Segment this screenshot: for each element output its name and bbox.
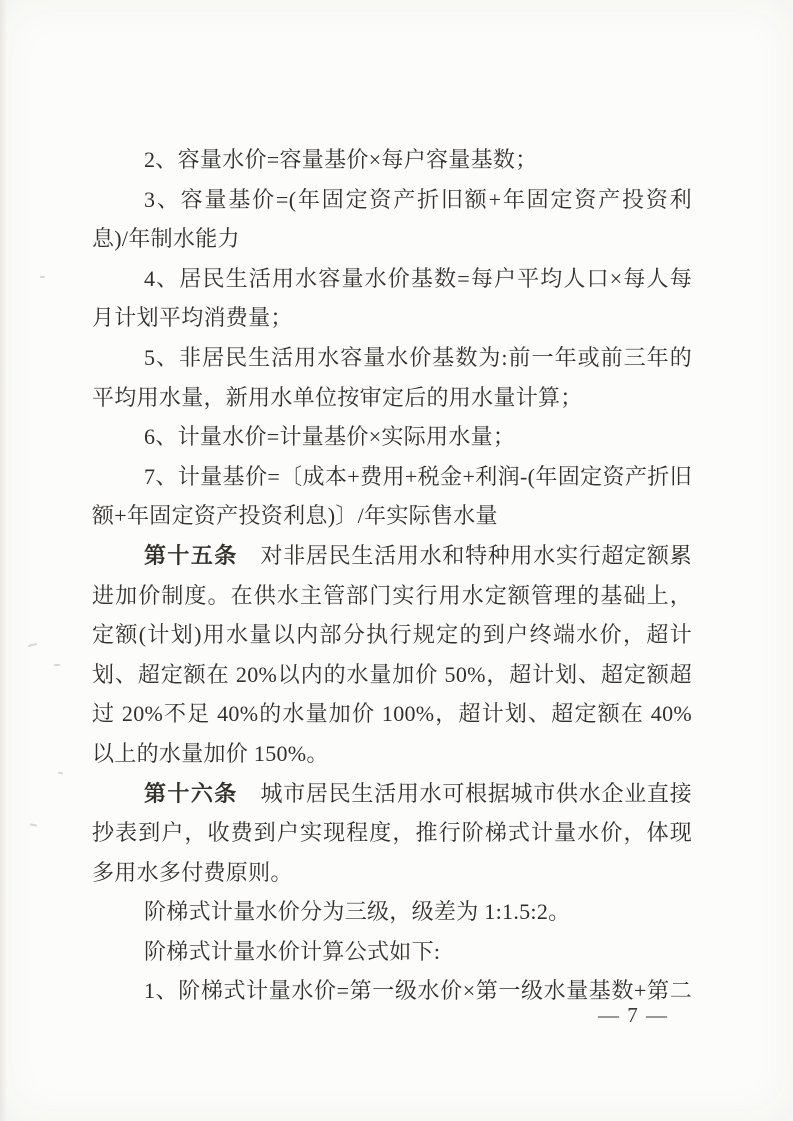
article-16-heading-line (92, 774, 692, 814)
article-15-heading-line (92, 536, 692, 576)
scan-speck (28, 643, 37, 647)
text-line: 额+年固定资产投资利息)〕/年实际售水量 (92, 503, 498, 529)
text-line: 7、计量基价=〔成本+费用+税金+利润-(年固定资产折旧 (144, 463, 692, 489)
text-line: 3、容量基价=(年固定资产折旧额+年固定资产投资利 (144, 186, 692, 212)
text-line: 抄表到户，收费到户实现程度，推行阶梯式计量水价，体现 (92, 820, 692, 846)
text-line: 进加价制度。在供水主管部门实行用水定额管理的基础上， (92, 582, 692, 608)
text-line: 划、超定额在 20%以内的水量加价 50%，超计划、超定额超 (92, 661, 692, 687)
scan-speck (30, 823, 37, 826)
text-line: 月计划平均消费量； (92, 305, 293, 331)
article-16-number: 第十六条 (144, 780, 238, 806)
text-line: 定额(计划)用水量以内部分执行规定的到户终端水价，超计 (92, 622, 692, 648)
text-line: 1、阶梯式计量水价=第一级水价×第一级水量基数+第二 (144, 978, 692, 1004)
text-line: 5、非居民生活用水容量水价基数为:前一年或前三年的 (144, 344, 692, 370)
scan-speck (54, 664, 60, 666)
text-line: 以上的水量加价 150%。 (92, 740, 329, 766)
text-line: 阶梯式计量水价分为三级，级差为 1:1.5:2。 (144, 899, 571, 925)
text-line: 2、容量水价=容量基价×每户容量基数； (144, 147, 538, 172)
scan-speck (40, 276, 45, 278)
document-body (92, 140, 692, 1011)
scan-speck (58, 772, 63, 775)
text-line: 多用水多付费原则。 (92, 859, 293, 885)
text-line: 6、计量水价=计量基价×实际用水量； (144, 424, 516, 450)
article-15-number: 第十五条 (144, 542, 238, 568)
text-line: 4、居民生活用水容量水价基数=每户平均人口×每人每 (144, 265, 692, 291)
page-number: — 7 — (598, 1003, 669, 1027)
text-line: 阶梯式计量水价计算公式如下: (144, 938, 441, 964)
article-16-text: 城市居民生活用水可根据城市供水企业直接 (237, 780, 692, 806)
article-15-text: 对非居民生活用水和特种用水实行超定额累 (237, 542, 692, 568)
text-line: 息)/年制水能力 (92, 226, 240, 252)
text-line: 过 20%不足 40%的水量加价 100%，超计划、超定额在 40% (92, 701, 692, 727)
text-line: 平均用水量，新用水单位按审定后的用水量计算； (92, 384, 583, 410)
